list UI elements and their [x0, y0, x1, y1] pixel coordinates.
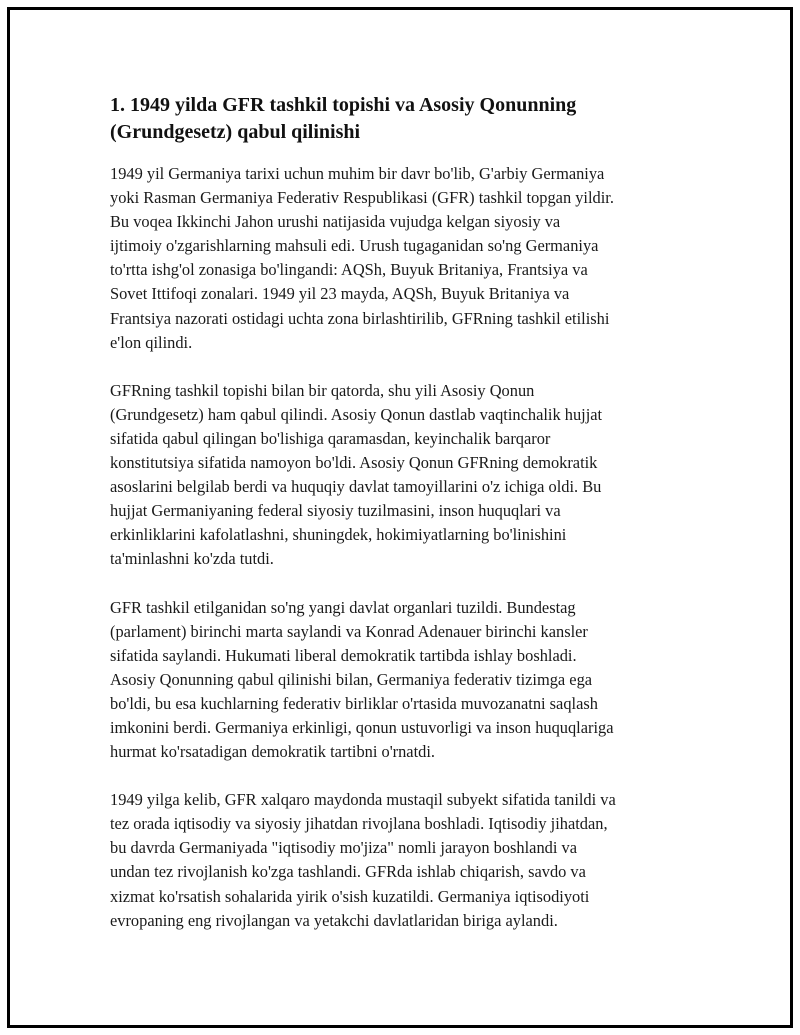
- paragraph-1-line: Sovet Ittifoqi zonalari. 1949 yil 23 mayda, AQSh, Buyuk Britaniya va: [110, 284, 570, 304]
- paragraph-2-line: GFRning tashkil topishi bilan bir qatorda, shu yili Asosiy Qonun: [110, 380, 535, 400]
- paragraph-1-line: to'rtta ishg'ol zonasiga bo'lingandi: AQSh, Buyuk Britaniya, Frantsiya va: [110, 260, 588, 280]
- paragraph-1-line: Bu voqea Ikkinchi Jahon urushi natijasida vujudga kelgan siyosiy va: [110, 212, 561, 232]
- paragraph-1-line: 1949 yil Germaniya tarixi uchun muhim bir davr bo'lib, G'arbiy Germaniya: [110, 164, 605, 183]
- paragraph-3-line: Asosiy Qonunning qabul qilinishi bilan, Germaniya federativ tizimga ega: [110, 669, 593, 689]
- paragraph-2-line: erkinliklarini kafolatlashni, shuningdek, hokimiyatlarning bo'linishini: [110, 525, 567, 545]
- document-body: [110, 92, 690, 957]
- paragraph-3-line: hurmat ko'rsatadigan demokratik tartibni o'rnatdi.: [110, 742, 435, 762]
- paragraph-2-line: sifatida qabul qilingan bo'lishiga qaramasdan, keyinchalik barqaror: [110, 428, 551, 448]
- paragraph-4-line: undan tez rivojlanish ko'zga tashlandi. GFRda ishlab chiqarish, savdo va: [110, 862, 586, 882]
- section-heading: [110, 92, 690, 146]
- paragraph-4-line: bu davrda Germaniyada "iqtisodiy mo'jiza" nomli jarayon boshlandi va: [110, 838, 577, 858]
- paragraph-3-line: sifatida saylandi. Hukumati liberal demokratik tartibda ishlay boshladi.: [110, 645, 577, 665]
- paragraph-4-line: 1949 yilga kelib, GFR xalqaro maydonda mustaqil subyekt sifatida tanildi va: [110, 790, 616, 810]
- paragraph-4-line: tez orada iqtisodiy va siyosiy jihatdan rivojlana boshladi. Iqtisodiy jihatdan,: [110, 814, 608, 834]
- paragraph-3: [110, 596, 690, 765]
- paragraph-2-line: ta'minlashni ko'zda tutdi.: [110, 549, 274, 569]
- paragraph-1-line: yoki Rasman Germaniya Federativ Respublikasi (GFR) tashkil topgan yildir.: [110, 188, 614, 208]
- paragraph-4: [110, 788, 690, 933]
- heading-line-1: 1. 1949 yilda GFR tashkil topishi va Asosiy Qonunning: [110, 94, 577, 116]
- paragraph-1-line: ijtimoiy o'zgarishlarning mahsuli edi. Urush tugaganidan so'ng Germaniya: [110, 236, 599, 256]
- paragraph-2-line: konstitutsiya sifatida namoyon bo'ldi. Asosiy Qonun GFRning demokratik: [110, 453, 598, 473]
- paragraph-3-line: imkonini berdi. Germaniya erkinligi, qonun ustuvorligi va inson huquqlariga: [110, 717, 614, 737]
- paragraph-4-line: xizmat ko'rsatish sohalarida yirik o'sish kuzatildi. Germaniya iqtisodiyoti: [110, 886, 590, 906]
- heading-line-2: (Grundgesetz) qabul qilinishi: [110, 121, 361, 143]
- paragraph-2-line: hujjat Germaniyaning federal siyosiy tuzilmasini, inson huquqlari va: [110, 501, 561, 521]
- paragraph-2-line: (Grundgesetz) ham qabul qilindi. Asosiy Qonun dastlab vaqtinchalik hujjat: [110, 404, 603, 424]
- paragraph-1: [110, 162, 690, 355]
- paragraph-2: [110, 379, 690, 572]
- paragraph-3-line: bo'ldi, bu esa kuchlarning federativ birliklar o'rtasida muvozanatni saqlash: [110, 693, 598, 713]
- paragraph-1-line: e'lon qilindi.: [110, 332, 193, 352]
- paragraph-2-line: asoslarini belgilab berdi va huquqiy davlat tamoyillarini o'z ichiga oldi. Bu: [110, 477, 602, 497]
- paragraph-3-line: GFR tashkil etilganidan so'ng yangi davlat organlari tuzildi. Bundestag: [110, 597, 576, 617]
- paragraph-4-line: evropaning eng rivojlangan va yetakchi davlatlaridan biriga aylandi.: [110, 910, 558, 930]
- paragraph-3-line: (parlament) birinchi marta saylandi va Konrad Adenauer birinchi kansler: [110, 621, 588, 641]
- paragraph-1-line: Frantsiya nazorati ostidagi uchta zona birlashtirilib, GFRning tashkil etilishi: [110, 308, 610, 328]
